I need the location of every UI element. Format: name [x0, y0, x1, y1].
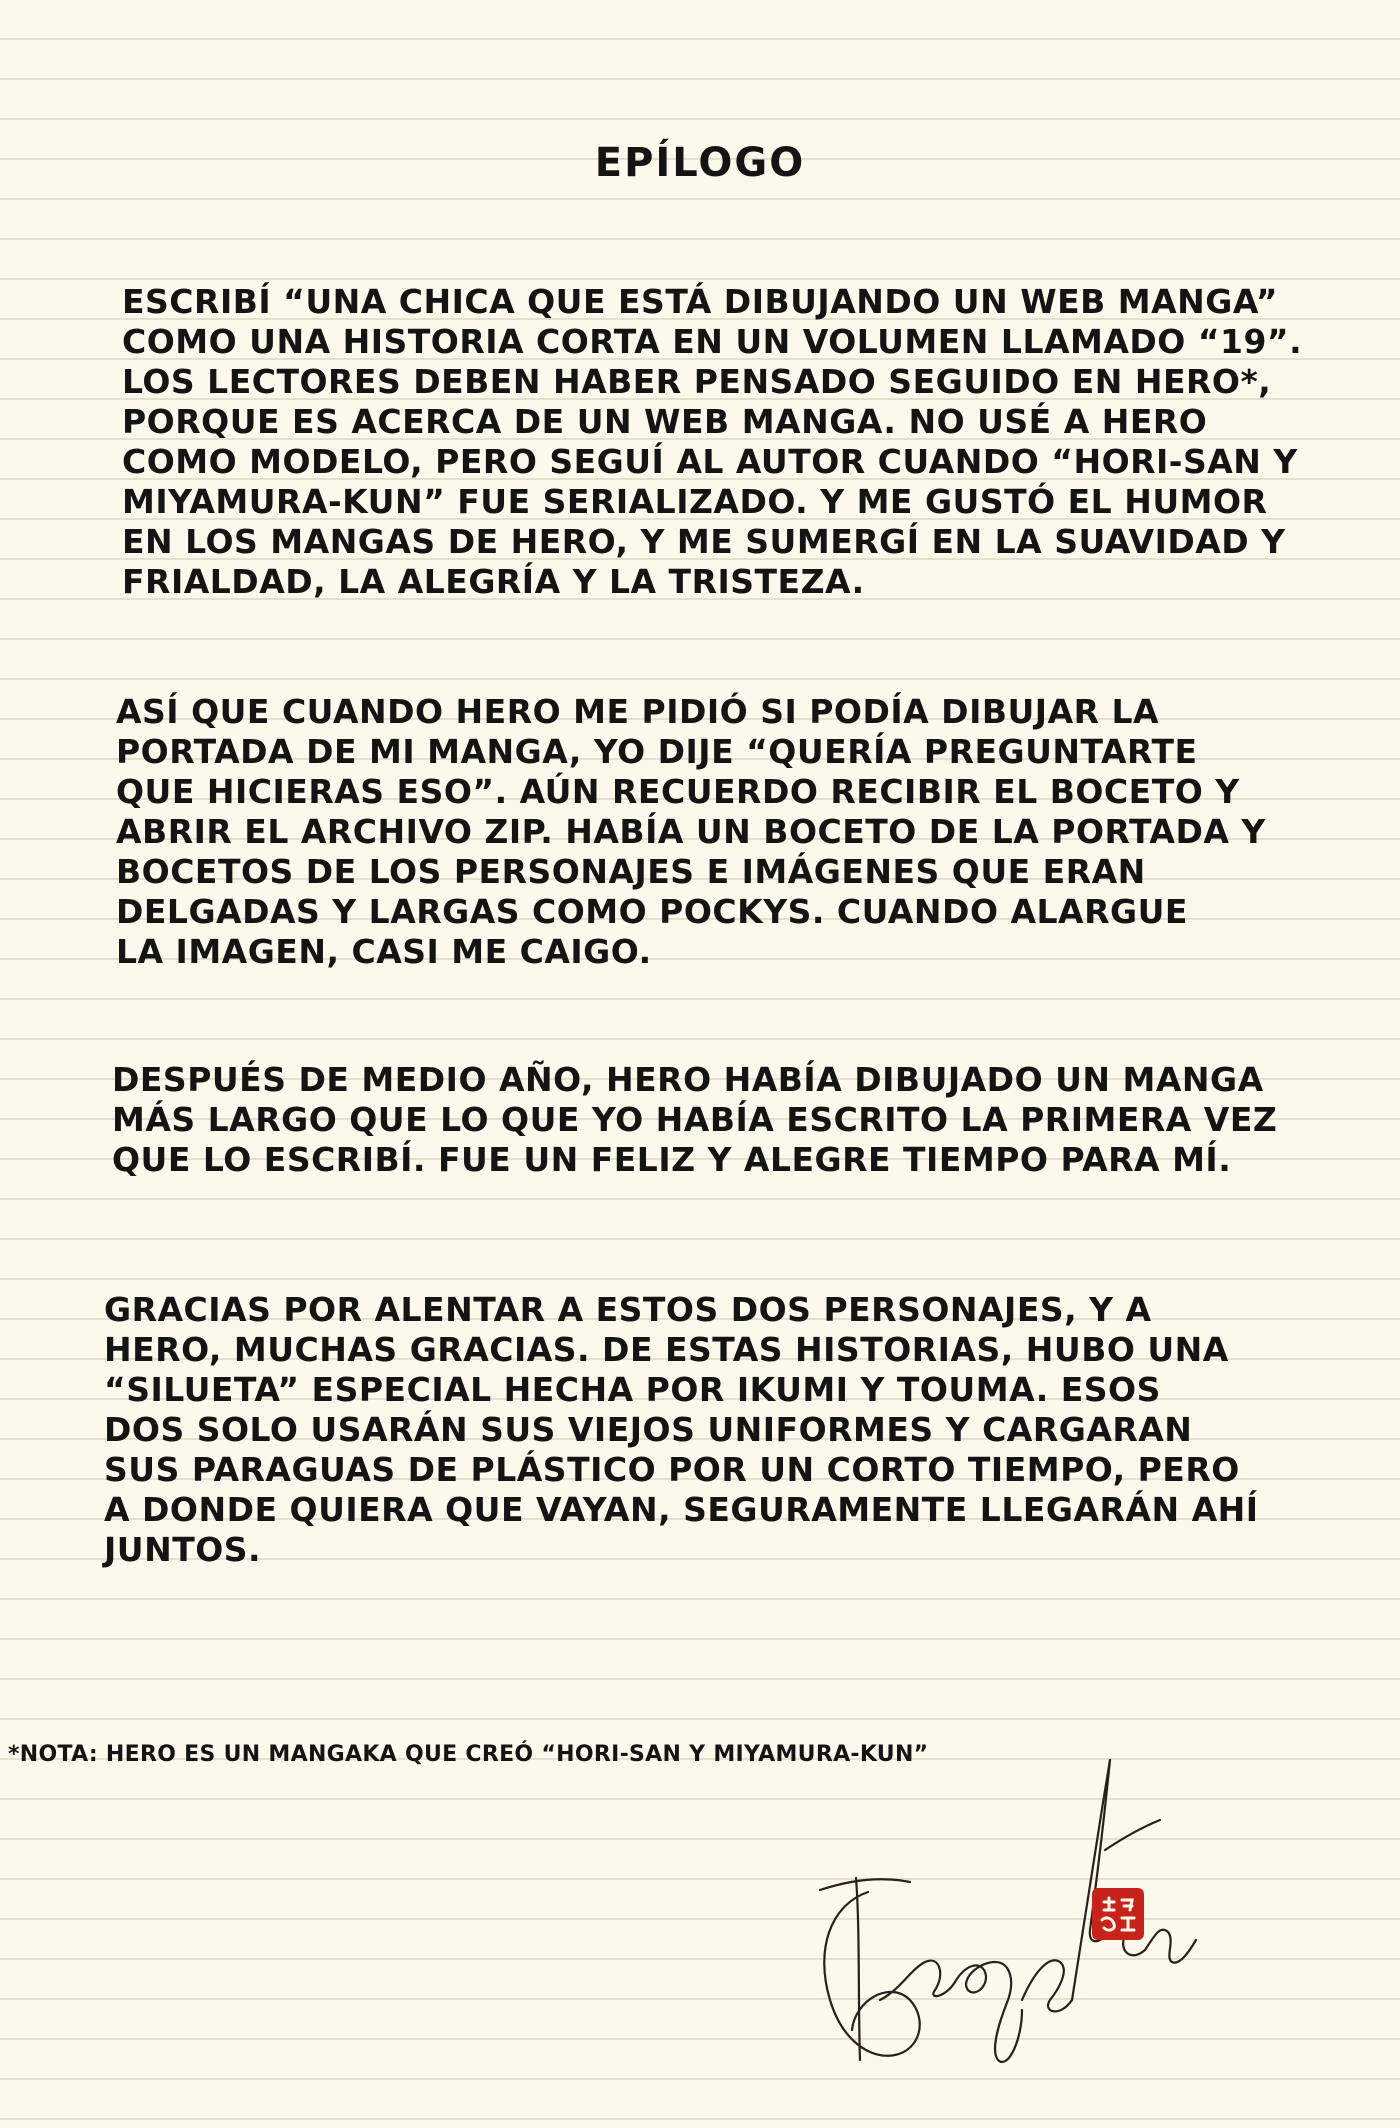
- paragraph-line: LA IMAGEN, CASI ME CAIGO.: [116, 932, 652, 971]
- page-title: EPÍLOGO: [594, 140, 806, 186]
- paragraph-line: QUE HICIERAS ESO”. AÚN RECUERDO RECIBIR EL BOCETO Y: [116, 772, 1240, 811]
- paragraph-line: EN LOS MANGAS DE HERO, Y ME SUMERGÍ EN LA SUAVIDAD Y: [122, 522, 1286, 561]
- paragraph-line: A DONDE QUIERA QUE VAYAN, SEGURAMENTE LLEGARÁN AHÍ: [104, 1490, 1259, 1529]
- paragraph-line: MÁS LARGO QUE LO QUE YO HABÍA ESCRITO LA PRIMERA VEZ: [112, 1100, 1278, 1139]
- paragraph-line: JUNTOS.: [104, 1530, 262, 1569]
- paragraph-line: HERO, MUCHAS GRACIAS. DE ESTAS HISTORIAS, HUBO UNA: [104, 1330, 1229, 1369]
- paragraph-line: PORTADA DE MI MANGA, YO DIJE “QUERÍA PREGUNTARTE: [116, 732, 1198, 771]
- paragraph-line: ASÍ QUE CUANDO HERO ME PIDIÓ SI PODÍA DIBUJAR LA: [116, 692, 1160, 731]
- paragraph-line: DESPUÉS DE MEDIO AÑO, HERO HABÍA DIBUJADO UN MANGA: [112, 1060, 1264, 1099]
- paragraph-2: [116, 692, 1266, 972]
- seal-icon: [1092, 1888, 1144, 1940]
- paragraph-line: ABRIR EL ARCHIVO ZIP. HABÍA UN BOCETO DE LA PORTADA Y: [116, 812, 1266, 851]
- paragraph-line: FRIALDAD, LA ALEGRÍA Y LA TRISTEZA.: [122, 562, 865, 601]
- paragraph-line: DELGADAS Y LARGAS COMO POCKYS. CUANDO ALARGUE: [116, 892, 1188, 931]
- paragraph-line: MIYAMURA-KUN” FUE SERIALIZADO. Y ME GUSTÓ EL HUMOR: [122, 482, 1268, 521]
- paragraph-3: [112, 1060, 1277, 1180]
- paragraph-line: BOCETOS DE LOS PERSONAJES E IMÁGENES QUE ERAN: [116, 852, 1146, 891]
- paragraph-line: QUE LO ESCRIBÍ. FUE UN FELIZ Y ALEGRE TIEMPO PARA MÍ.: [112, 1140, 1232, 1179]
- paragraph-4: [104, 1290, 1259, 1570]
- paragraph-line: LOS LECTORES DEBEN HABER PENSADO SEGUIDO EN HERO*,: [122, 362, 1272, 401]
- paragraph-1: [122, 282, 1302, 602]
- paragraph-line: ESCRIBÍ “UNA CHICA QUE ESTÁ DIBUJANDO UN WEB MANGA”: [122, 282, 1279, 321]
- paragraph-line: DOS SOLO USARÁN SUS VIEJOS UNIFORMES Y CARGARAN: [104, 1410, 1193, 1449]
- footnote: *NOTA: HERO ES UN MANGAKA QUE CREÓ “HORI-SAN Y MIYAMURA-KUN”: [8, 1742, 929, 1767]
- paragraph-line: “SILUETA” ESPECIAL HECHA POR IKUMI Y TOUMA. ESOS: [104, 1370, 1161, 1409]
- paragraph-line: PORQUE ES ACERCA DE UN WEB MANGA. NO USÉ A HERO: [122, 402, 1208, 441]
- paragraph-line: SUS PARAGUAS DE PLÁSTICO POR UN CORTO TIEMPO, PERO: [104, 1450, 1240, 1489]
- paragraph-line: COMO UNA HISTORIA CORTA EN UN VOLUMEN LLAMADO “19”.: [122, 322, 1303, 361]
- paragraph-line: COMO MODELO, PERO SEGUÍ AL AUTOR CUANDO “HORI-SAN Y: [122, 442, 1298, 481]
- paragraph-line: GRACIAS POR ALENTAR A ESTOS DOS PERSONAJES, Y A: [104, 1290, 1152, 1329]
